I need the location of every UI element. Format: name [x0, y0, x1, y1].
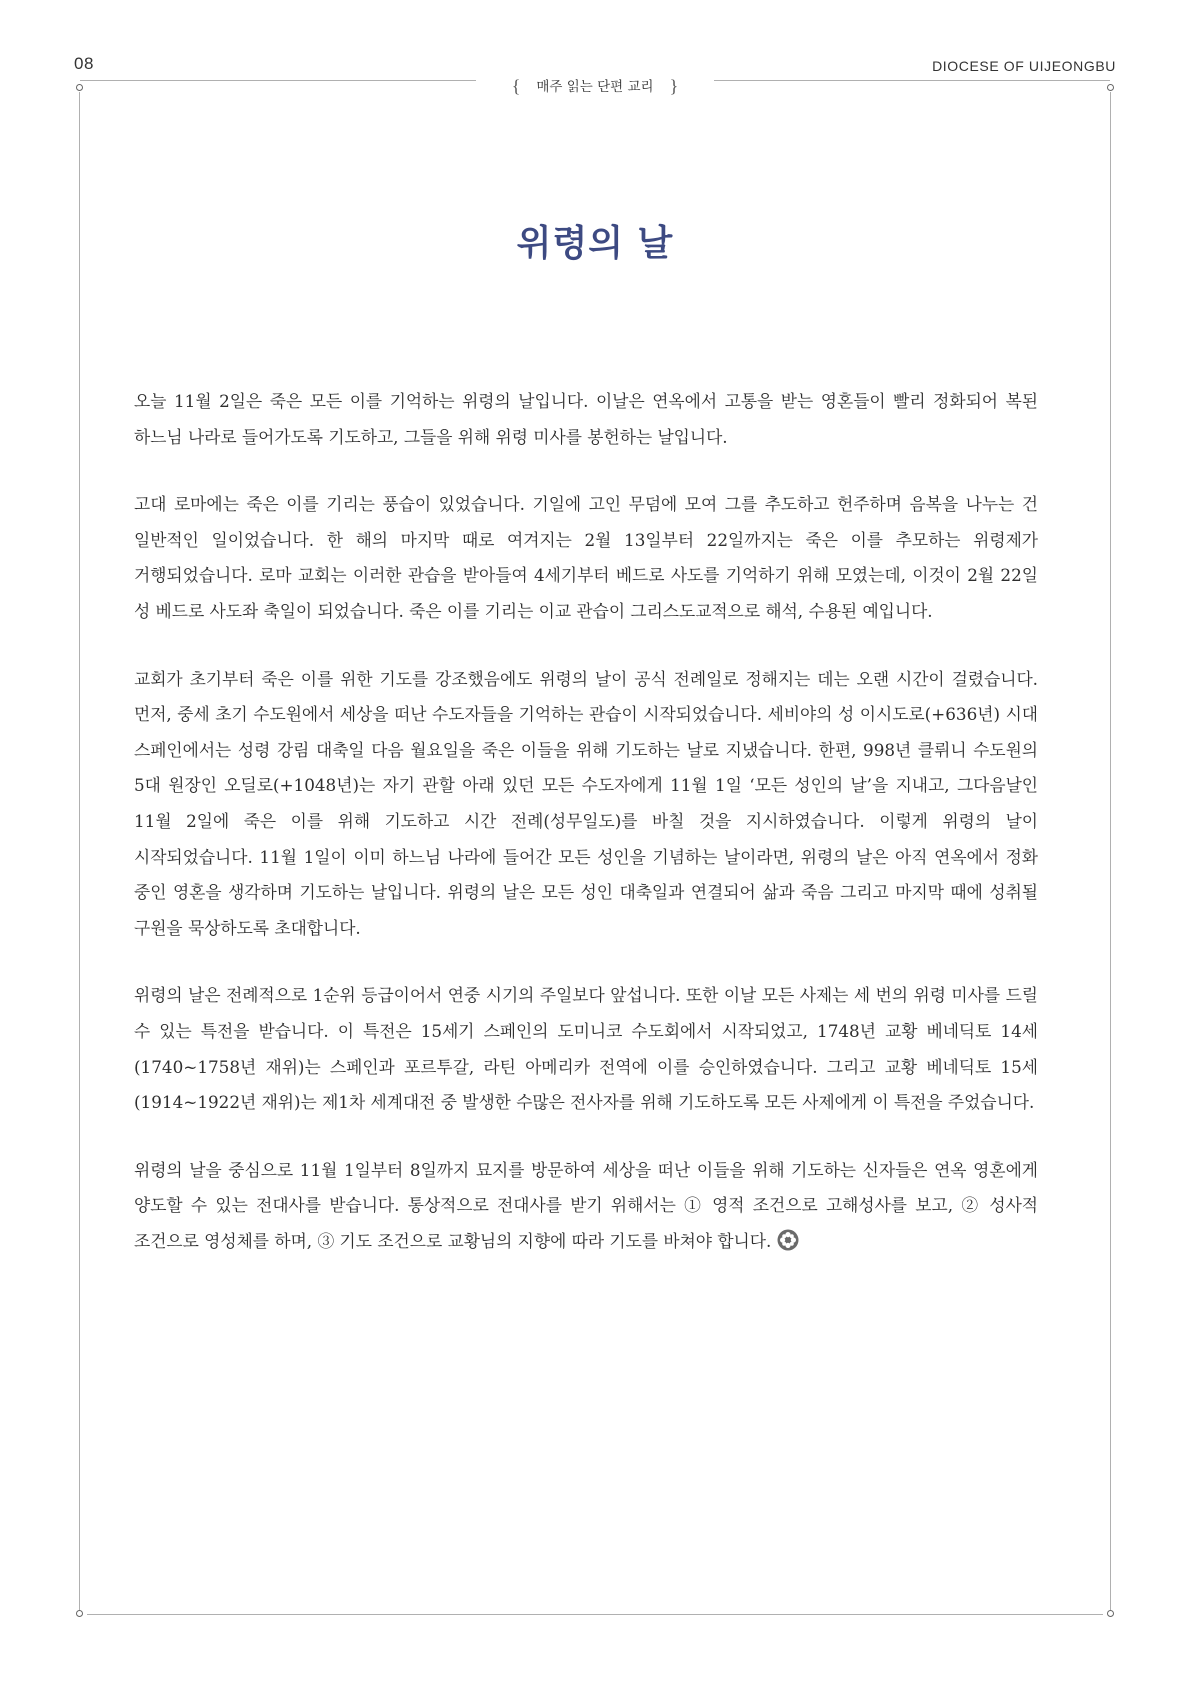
brace-left: { — [511, 76, 521, 96]
bottom-rule — [87, 1614, 1103, 1615]
paragraph-3: 교회가 초기부터 죽은 이를 위한 기도를 강조했음에도 위령의 날이 공식 전례일로 정해지는 데는 오랜 시간이 걸렸습니다. 먼저, 중세 초기 수도원에서 세상을 떠난 수도자들을 기억하는 관습이 시작되었습니다. 세비야의 성 이시도로(+636년) 시대 스페인에서는 성령 강림 대축일 다음 월요일을 죽은 이들을 위해 기도하는 날로 지냈습니다. 한편, 998년 클뤼니 수도원의 5대 원장인 오딜로(+1048년)는 자기 관할 아래 있던 모든 수도자에게 11월 1일 ‘모든 성인의 날’을 지내고, 그다음날인 11월 2일에 죽은 이를 위해 기도하고 시간 전례(성무일도)를 바칠 것을 지시하였습니다. 이렇게 위령의 날이 시작되었습니다. 11월 1일이 이미 하느님 나라에 들어간 모든 성인을 기념하는 날이라면, 위령의 날은 아직 연옥에서 정화 중인 영혼을 생각하며 기도하는 날입니다. 위령의 날은 모든 성인 대축일과 연결되어 삶과 죽음 그리고 마지막 때에 성취될 구원을 묵상하도록 초대합니다. — [134, 668, 1038, 938]
frame-right-border — [1110, 92, 1111, 1610]
article-title: 위령의 날 — [516, 222, 674, 264]
paragraph-4: 위령의 날은 전례적으로 1순위 등급이어서 연중 시기의 주일보다 앞섭니다. 또한 이날 모든 사제는 세 번의 위령 미사를 드릴 수 있는 특전을 받습니다. 이 특전은 15세기 스페인의 도미니코 수도회에서 시작되었고, 1748년 교황 베네딕토 14세(1740~1758년 재위)는 스페인과 포르투갈, 라틴 아메리카 전역에 이를 승인하였습니다. 그리고 교황 베네딕토 15세(1914~1922년 재위)는 제1차 세계대전 중 발생한 수많은 전사자를 위해 기도하도록 모든 사제에게 이 특전을 주었습니다. — [134, 985, 1038, 1113]
paragraph-5-text: 위령의 날을 중심으로 11월 1일부터 8일까지 묘지를 방문하여 세상을 떠난 이들을 위해 기도하는 신자들은 연옥 영혼에게 양도할 수 있는 전대사를 받습니다. 통상적으로 전대사를 받기 위해서는 ① 영적 조건으로 고해성사를 보고, ② 성사적 조건으로 영성체를 하며, ③ 기도 조건으로 교황님의 지향에 따라 기도를 바쳐야 합니다. — [134, 1159, 1038, 1251]
paragraph-2: 고대 로마에는 죽은 이를 기리는 풍습이 있었습니다. 기일에 고인 무덤에 모여 그를 추도하고 헌주하며 음복을 나누는 건 일반적인 일이었습니다. 한 해의 마지막 때로 여겨지는 2월 13일부터 22일까지는 죽은 이를 추모하는 위령제가 거행되었습니다. 로마 교회는 이러한 관습을 받아들여 4세기부터 베드로 사도를 기억하기 위해 모였는데, 이것이 2월 22일 성 베드로 사도좌 축일이 되었습니다. 죽은 이를 기리는 이교 관습이 그리스도교적으로 해석, 수용된 예입니다. — [134, 494, 1038, 621]
frame-corner-bottom-left — [76, 1610, 83, 1617]
series-label — [0, 75, 1190, 96]
frame-corner-bottom-right — [1107, 1610, 1114, 1617]
series-title: 매주 읽는 단편 교리 — [530, 79, 659, 95]
paragraph-1: 오늘 11월 2일은 죽은 모든 이를 기억하는 위령의 날입니다. 이날은 연옥에서 고통을 받는 영혼들이 빨리 정화되어 복된 하느님 나라로 들어가도록 기도하고, 그들을 위해 위령 미사를 봉헌하는 날입니다. — [134, 391, 1038, 447]
publisher-name: DIOCESE OF UIJEONGBU — [932, 58, 1116, 74]
frame-left-border — [79, 92, 80, 1610]
flower-ornament-icon — [777, 1229, 799, 1251]
page-number: 08 — [74, 54, 94, 73]
brace-right: } — [669, 76, 679, 96]
paragraph-5 — [134, 1153, 1038, 1260]
article-body — [134, 384, 1038, 1291]
